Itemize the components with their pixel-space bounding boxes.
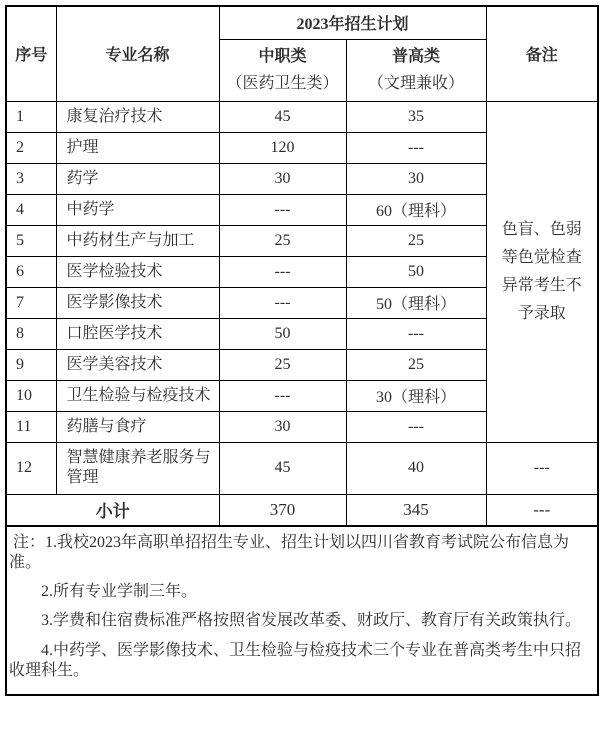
row-zhongzhi-value: 45 — [219, 101, 346, 132]
notes-cell — [6, 526, 598, 695]
row-pugao-value: 25 — [346, 225, 486, 256]
row-zhongzhi-value: --- — [219, 380, 346, 411]
row-pugao-value: 30（理科） — [346, 380, 486, 411]
subtotal-remark: --- — [486, 494, 598, 526]
row-zhongzhi-value: 25 — [219, 225, 346, 256]
row-remark: --- — [486, 442, 598, 494]
row-pugao-value: 30 — [346, 163, 486, 194]
row-zhongzhi-value: 25 — [219, 349, 346, 380]
row-zhongzhi-value: 30 — [219, 163, 346, 194]
header-zhongzhi-sublabel: （医药卫生类） — [226, 74, 339, 92]
subtotal-pugao-value: 345 — [346, 494, 486, 526]
table-footer — [6, 494, 598, 695]
row-zhongzhi-value: 30 — [219, 411, 346, 442]
subtotal-zhongzhi-value: 370 — [219, 494, 346, 526]
note-line: 3.学费和住宿费标准严格按照省发展改革委、财政厅、教育厅有关政策执行。 — [41, 612, 582, 630]
row-major: 口腔医学技术 — [56, 318, 219, 349]
header-plan-title: 2023年招生计划 — [219, 6, 486, 39]
row-pugao-value: 50 — [346, 256, 486, 287]
row-major: 中药材生产与加工 — [56, 225, 219, 256]
row-pugao-value: 25 — [346, 349, 486, 380]
header-col-zhongzhi — [219, 39, 346, 101]
row-no: 2 — [6, 132, 56, 163]
table-body — [6, 101, 598, 494]
merged-remark-cell: 色盲、色弱等色觉检查异常考生不予录取 — [486, 101, 598, 442]
row-zhongzhi-value: --- — [219, 194, 346, 225]
table-row — [6, 442, 598, 494]
table-header — [6, 6, 598, 101]
row-no: 9 — [6, 349, 56, 380]
header-pugao-sublabel: （文理兼收） — [368, 74, 465, 92]
row-pugao-value: 40 — [346, 442, 486, 494]
row-major: 卫生检验与检疫技术 — [56, 380, 219, 411]
row-pugao-value: --- — [346, 318, 486, 349]
row-no: 3 — [6, 163, 56, 194]
row-pugao-value: --- — [346, 132, 486, 163]
row-pugao-value: 60（理科） — [346, 194, 486, 225]
row-major: 医学美容技术 — [56, 349, 219, 380]
row-no: 7 — [6, 287, 56, 318]
note-line: 注：1.我校2023年高职单招招生专业、招生计划以四川省教育考试院公布信息为准。 — [9, 534, 570, 572]
subtotal-label: 小计 — [6, 494, 219, 526]
row-major: 康复治疗技术 — [56, 101, 219, 132]
row-no: 4 — [6, 194, 56, 225]
row-zhongzhi-value: 120 — [219, 132, 346, 163]
row-major: 医学检验技术 — [56, 256, 219, 287]
enrollment-plan-table — [5, 5, 599, 696]
header-col-pugao — [346, 39, 486, 101]
header-col-major: 专业名称 — [56, 6, 219, 101]
row-major: 智慧健康养老服务与管理 — [56, 442, 219, 494]
row-zhongzhi-value: 50 — [219, 318, 346, 349]
row-no: 12 — [6, 442, 56, 494]
header-pugao-label: 普高类 — [392, 47, 441, 65]
row-no: 1 — [6, 101, 56, 132]
header-col-remark: 备注 — [486, 6, 598, 101]
row-zhongzhi-value: 45 — [219, 442, 346, 494]
note-line: 2.所有专业学制三年。 — [41, 583, 198, 601]
row-pugao-value: 50（理科） — [346, 287, 486, 318]
row-major: 医学影像技术 — [56, 287, 219, 318]
row-major: 护理 — [56, 132, 219, 163]
row-pugao-value: --- — [346, 411, 486, 442]
row-pugao-value: 35 — [346, 101, 486, 132]
notes-row — [6, 526, 598, 695]
row-major: 药膳与食疗 — [56, 411, 219, 442]
row-no: 6 — [6, 256, 56, 287]
row-zhongzhi-value: --- — [219, 256, 346, 287]
row-no: 10 — [6, 380, 56, 411]
row-no: 8 — [6, 318, 56, 349]
subtotal-row — [6, 494, 598, 526]
row-no: 5 — [6, 225, 56, 256]
header-zhongzhi-label: 中职类 — [258, 47, 307, 65]
row-major: 药学 — [56, 163, 219, 194]
note-line: 4.中药学、医学影像技术、卫生检验与检疫技术三个专业在普高类考生中只招收理科生。 — [9, 641, 582, 679]
table-row — [6, 101, 598, 132]
header-col-no: 序号 — [6, 6, 56, 101]
row-no: 11 — [6, 411, 56, 442]
row-zhongzhi-value: --- — [219, 287, 346, 318]
row-major: 中药学 — [56, 194, 219, 225]
